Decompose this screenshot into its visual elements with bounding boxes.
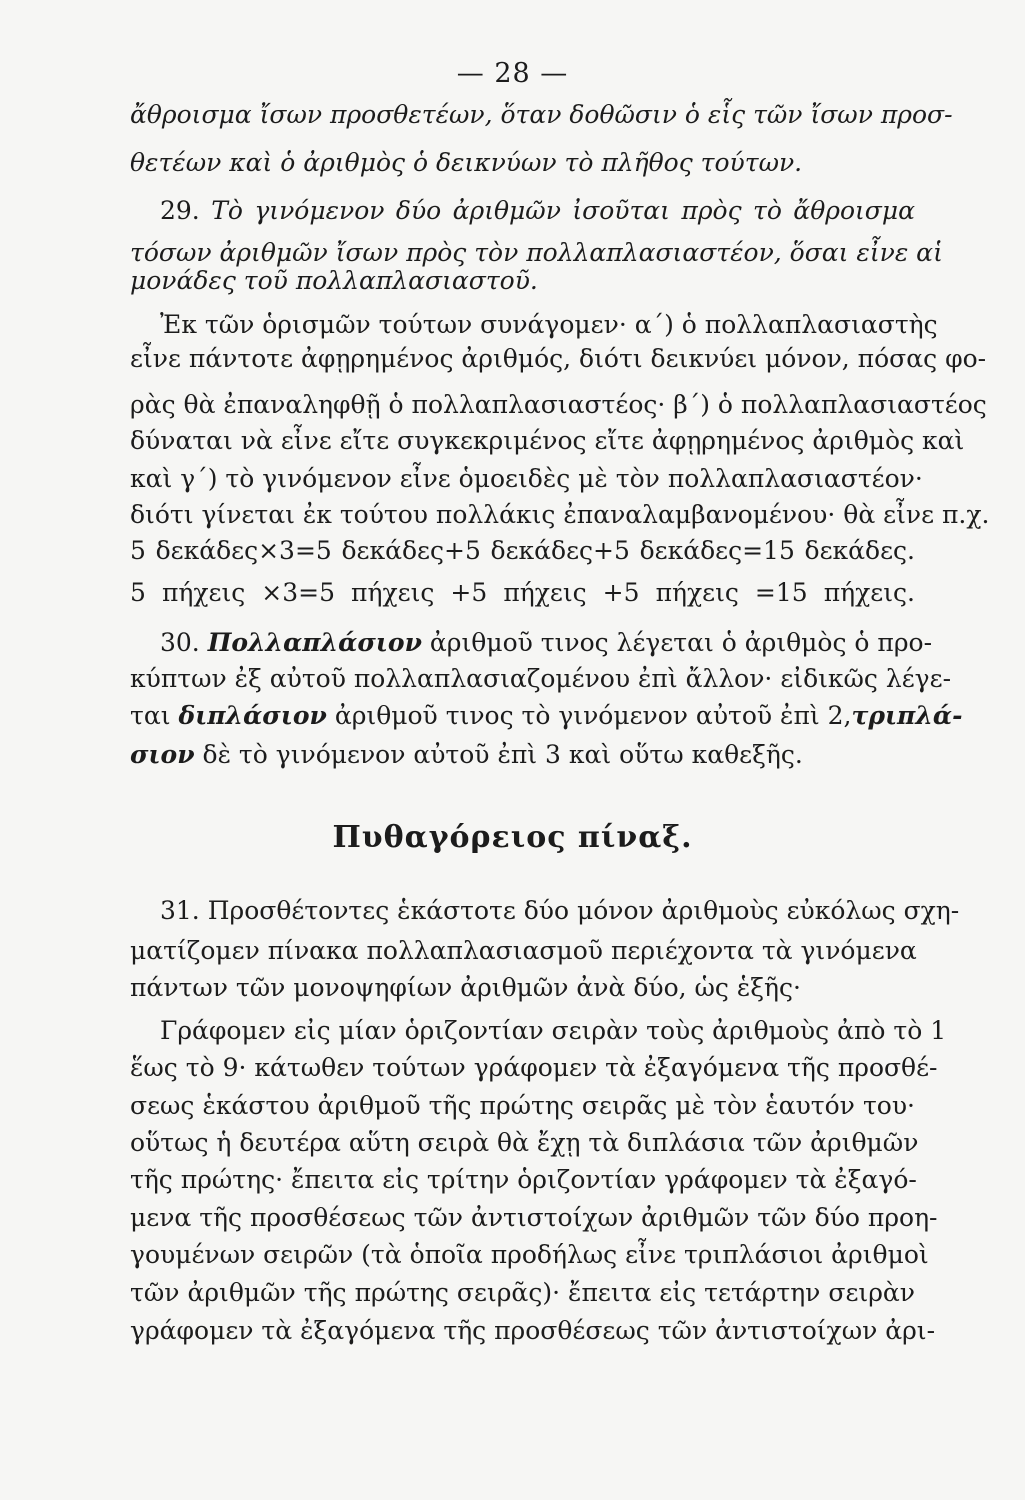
section-number: 30. xyxy=(160,628,200,657)
text-line: εἶνε πάντοτε ἀφῃρημένος ἀριθμός, διότι δεικνύει μόνον, πόσας φο- xyxy=(130,344,987,373)
section-30-line xyxy=(160,628,933,658)
section-text: Προσθέτοντες ἑκάστοτε δύο μόνον ἀριθμοὺς εὐκόλως σχη- xyxy=(207,896,960,925)
equation-line: 5 πήχεις ×3=5 πήχεις +5 πήχεις +5 πήχεις =15 πήχεις. xyxy=(130,578,915,607)
text-line: ρὰς θὰ ἐπαναληφθῇ ὁ πολλαπλασιαστέος· β΄) ὁ πολλαπλασιαστέος xyxy=(130,390,987,419)
text-line: δύναται νὰ εἶνε εἴτε συγκεκριμένος εἴτε ἀφῃρημένος ἀριθμὸς καὶ xyxy=(130,426,965,455)
text-line: μενα τῆς προσθέσεως τῶν ἀντιστοίχων ἀριθμῶν τῶν δύο προη- xyxy=(130,1203,938,1232)
text-line: πάντων τῶν μονοψηφίων ἀριθμῶν ἀνὰ δύο, ὡς ἑξῆς· xyxy=(130,973,801,1002)
text-line: γουμένων σειρῶν (τὰ ὁποῖα προδήλως εἶνε τριπλάσιοι ἀριθμοὶ xyxy=(130,1240,929,1269)
term-pollaplasion: Πολλαπλάσιον xyxy=(207,628,422,657)
text-line: σεως ἑκάστου ἀριθμοῦ τῆς πρώτης σειρᾶς μὲ τὸν ἑαυτόν του· xyxy=(130,1091,915,1120)
text-line: Ἐκ τῶν ὁρισμῶν τούτων συνάγομεν· α΄) ὁ πολλαπλασιαστὴς xyxy=(160,310,938,339)
section-29-line xyxy=(160,196,915,226)
text-fragment: ται xyxy=(130,701,171,730)
term-triplasion: τριπλά- xyxy=(851,701,963,730)
text-fragment: ἀριθμοῦ τινος τὸ γινόμενον αὐτοῦ ἐπὶ 2, xyxy=(334,701,852,730)
section-number: 31. xyxy=(160,896,200,925)
term-triplasion-end: σιον xyxy=(130,740,195,769)
text-line: τόσων ἀριθμῶν ἴσων πρὸς τὸν πολλαπλασιαστέον, ὅσαι εἶνε αἱ xyxy=(130,238,943,267)
text-line: θετέων καὶ ὁ ἀριθμὸς ὁ δεικνύων τὸ πλῆθος τούτων. xyxy=(130,148,803,177)
section-number: 29. xyxy=(160,196,200,225)
section-text: Τὸ γινόμενον δύο ἀριθμῶν ἰσοῦται πρὸς τὸ ἄθροισμα xyxy=(211,196,915,225)
text-line: ἄθροισμα ἴσων προσθετέων, ὅταν δοθῶσιν ὁ εἷς τῶν ἴσων προσ- xyxy=(130,100,953,129)
text-line: ἕως τὸ 9· κάτωθεν τούτων γράφομεν τὰ ἐξαγόμενα τῆς προσθέ- xyxy=(130,1053,938,1082)
text-line: τῆς πρώτης· ἔπειτα εἰς τρίτην ὁριζοντίαν γράφομεν τὰ ἐξαγό- xyxy=(130,1165,917,1194)
term-diplasion: διπλάσιον xyxy=(178,701,327,730)
text-line: οὕτως ἡ δευτέρα αὕτη σειρὰ θὰ ἔχῃ τὰ διπλάσια τῶν ἀριθμῶν xyxy=(130,1128,919,1157)
section-text: ἀριθμοῦ τινος λέγεται ὁ ἀριθμὸς ὁ προ- xyxy=(429,628,933,657)
text-line: Γράφομεν εἰς μίαν ὁριζοντίαν σειρὰν τοὺς ἀριθμοὺς ἀπὸ τὸ 1 xyxy=(160,1016,947,1045)
text-line: διότι γίνεται ἐκ τούτου πολλάκις ἐπαναλαμβανομένου· θὰ εἶνε π.χ. xyxy=(130,500,990,529)
text-line: καὶ γ΄) τὸ γινόμενον εἶνε ὁμοειδὲς μὲ τὸν πολλαπλασιαστέον· xyxy=(130,464,923,493)
text-fragment: δὲ τὸ γινόμενον αὐτοῦ ἐπὶ 3 καὶ οὕτω καθεξῆς. xyxy=(202,740,803,769)
page-number: — 28 — xyxy=(456,58,569,89)
section-31-line xyxy=(160,896,960,926)
text-line: κύπτων ἐξ αὐτοῦ πολλαπλασιαζομένου ἐπὶ ἄλλον· εἰδικῶς λέγε- xyxy=(130,664,952,693)
text-line: ματίζομεν πίνακα πολλαπλασιασμοῦ περιέχοντα τὰ γινόμενα xyxy=(130,936,917,965)
text-line xyxy=(130,740,915,770)
text-line: γράφομεν τὰ ἐξαγόμενα τῆς προσθέσεως τῶν ἀντιστοίχων ἀρι- xyxy=(130,1316,936,1345)
text-line: μονάδες τοῦ πολλαπλασιαστοῦ. xyxy=(130,266,538,295)
section-heading: Πυθαγόρειος πίναξ. xyxy=(332,820,693,855)
text-line xyxy=(130,701,963,731)
equation-line: 5 δεκάδες×3=5 δεκάδες+5 δεκάδες+5 δεκάδες=15 δεκάδες. xyxy=(130,536,915,565)
text-line: τῶν ἀριθμῶν τῆς πρώτης σειρᾶς)· ἔπειτα εἰς τετάρτην σειρὰν xyxy=(130,1278,915,1307)
